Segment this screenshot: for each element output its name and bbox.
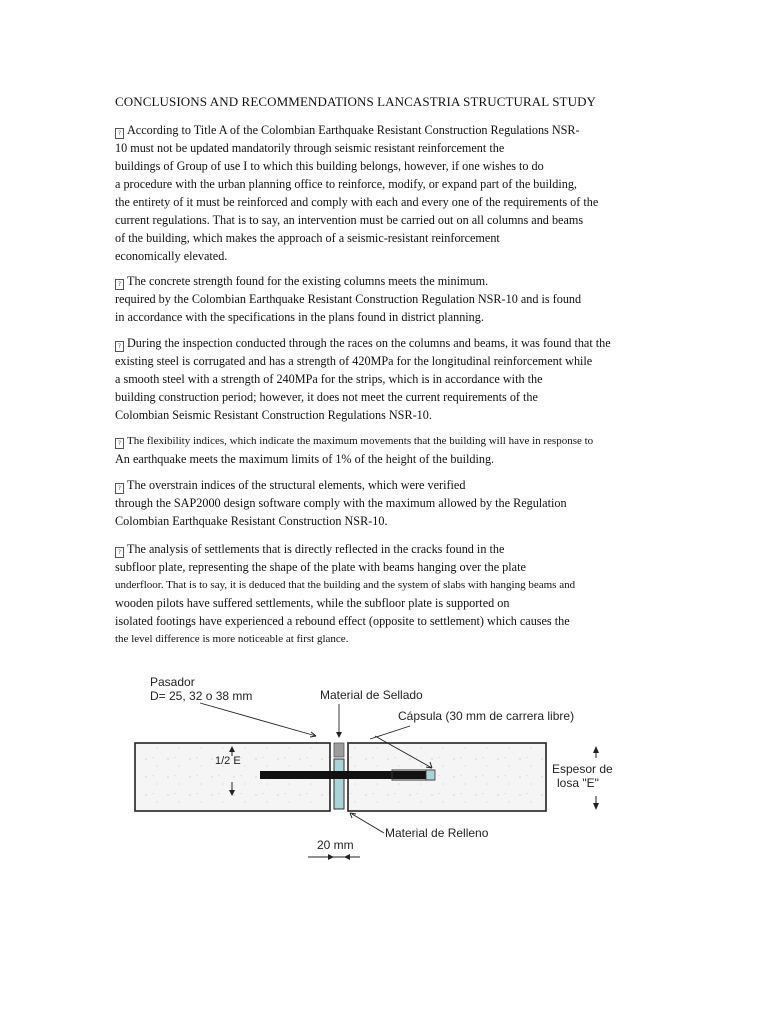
relleno-label: Material de Relleno <box>385 826 489 840</box>
sealant-material <box>334 743 344 757</box>
missing-glyph-icon: ? <box>115 341 124 352</box>
dowel-bar <box>260 771 430 779</box>
missing-glyph-icon: ? <box>115 483 124 494</box>
conclusion-paragraph <box>115 540 675 648</box>
paragraph-line: the entirety of it must be reinforced and comply with each and every one of the requirements of the <box>115 195 599 209</box>
paragraph-line: The flexibility indices, which indicate the maximum movements that the building will have in response to <box>127 435 594 447</box>
paragraph-line: in accordance with the specifications in the plans found in district planning. <box>115 310 484 324</box>
conclusion-paragraph <box>115 476 675 530</box>
paragraph-line: underfloor. That is to say, it is deduced that the building and the system of slabs with hanging beams and <box>115 579 576 591</box>
paragraph-line: subfloor plate, representing the shape of the plate with beams hanging over the plate <box>115 560 526 574</box>
paragraph-line: existing steel is corrugated and has a strength of 420MPa for the longitudinal reinforcement while <box>115 354 593 368</box>
dowel-joint-diagram <box>120 664 640 864</box>
paragraph-line: The analysis of settlements that is directly reflected in the cracks found in the <box>127 542 505 556</box>
missing-glyph-icon: ? <box>115 547 124 558</box>
paragraph-line: a smooth steel with a strength of 240MPa for the strips, which is in accordance with the <box>115 372 543 386</box>
pasador-leader-line <box>200 703 316 736</box>
paragraph-line: Colombian Earthquake Resistant Construction NSR-10. <box>115 514 388 528</box>
paragraph-line: a procedure with the urban planning office to reinforce, modify, or expand part of the building, <box>115 177 577 191</box>
pasador-label: Pasador <box>150 675 195 689</box>
paragraph-line: through the SAP2000 design software comply with the maximum allowed by the Regulation <box>115 496 567 510</box>
paragraph-line: 10 must not be updated mandatorily through seismic resistant reinforcement the <box>115 141 505 155</box>
sellado-label: Material de Sellado <box>320 688 423 702</box>
paragraph-line: isolated footings have experienced a rebound effect (opposite to settlement) which causes the <box>115 614 570 628</box>
gap-label: 20 mm <box>317 838 354 852</box>
diameter-label: D= 25, 32 o 38 mm <box>150 689 253 703</box>
espesor-label-line1: Espesor de <box>552 762 613 776</box>
paragraph-line: Colombian Seismic Resistant Construction Regulations NSR-10. <box>115 408 432 422</box>
paragraph-line: During the inspection conducted through the races on the columns and beams, it was found that the <box>127 336 611 350</box>
capsule-gap <box>426 770 435 780</box>
paragraph-line: The concrete strength found for the existing columns meets the minimum. <box>127 274 489 288</box>
missing-glyph-icon: ? <box>115 279 124 290</box>
capsula-label: Cápsula (30 mm de carrera libre) <box>398 709 575 723</box>
paragraph-line: current regulations. That is to say, an intervention must be carried out on all columns and beams <box>115 213 584 227</box>
document-title: CONCLUSIONS AND RECOMMENDATIONS LANCASTRIA STRUCTURAL STUDY <box>115 94 597 109</box>
conclusion-paragraph <box>115 432 675 468</box>
paragraph-line: The overstrain indices of the structural elements, which were verified <box>127 478 466 492</box>
paragraph-line: required by the Colombian Earthquake Resistant Construction Regulation NSR-10 and is found <box>115 292 582 306</box>
conclusion-paragraph <box>115 121 675 265</box>
paragraph-line: economically elevated. <box>115 249 228 263</box>
espesor-label-line2: losa "E" <box>557 776 599 790</box>
paragraph-line: building construction period; however, it does not meet the current requirements of the <box>115 390 538 404</box>
relleno-leader-line <box>352 814 384 833</box>
paragraph-line: of the building, which makes the approach of a seismic-resistant reinforcement <box>115 231 500 245</box>
missing-glyph-icon: ? <box>115 438 124 449</box>
conclusion-paragraph <box>115 334 675 424</box>
paragraph-line: wooden pilots have suffered settlements, while the subfloor plate is supported on <box>115 596 510 610</box>
paragraph-line: An earthquake meets the maximum limits of 1% of the height of the building. <box>115 452 495 466</box>
paragraph-line: buildings of Group of use I to which this building belongs, however, if one wishes to do <box>115 159 544 173</box>
half-e-label: 1/2 E <box>215 755 241 767</box>
filler-material <box>334 759 344 809</box>
missing-glyph-icon: ? <box>115 128 124 139</box>
paragraph-line: the level difference is more noticeable at first glance. <box>115 633 349 645</box>
paragraph-line: According to Title A of the Colombian Earthquake Resistant Construction Regulations NSR- <box>127 123 580 137</box>
arrow-icon <box>336 732 342 738</box>
conclusion-paragraph <box>115 272 675 326</box>
